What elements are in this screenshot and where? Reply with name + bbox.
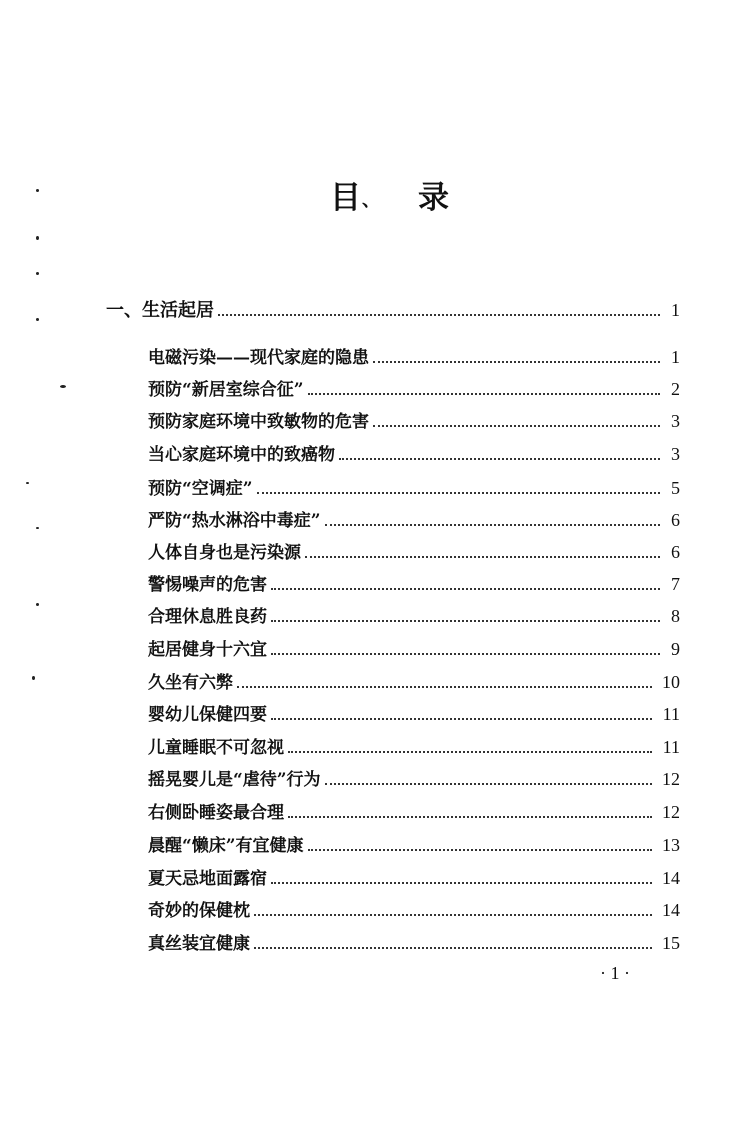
toc-entry[interactable] [148, 798, 680, 828]
dot-leader [373, 361, 660, 363]
dot-leader [237, 686, 652, 688]
entry-label: 严防“热水淋浴中毒症” [148, 511, 321, 531]
entry-label: 起居健身十六宜 [148, 640, 267, 660]
entry-page-number: 11 [662, 704, 680, 724]
toc-entry[interactable] [148, 407, 680, 437]
entry-page-number: 1 [671, 347, 680, 367]
toc-entry[interactable] [148, 864, 680, 894]
entry-page-number: 3 [671, 411, 680, 431]
entry-label: 儿童睡眠不可忽视 [148, 738, 284, 758]
toc-entry[interactable] [148, 506, 680, 536]
entry-label: 久坐有六弊 [148, 673, 233, 693]
entry-page-number: 10 [662, 672, 680, 692]
toc-entry[interactable] [148, 570, 680, 600]
entry-label: 预防家庭环境中致敏物的危害 [148, 412, 369, 432]
entry-page-number: 9 [671, 639, 680, 659]
entry-label: 婴幼儿保健四要 [148, 705, 267, 725]
toc-section-heading[interactable] [106, 296, 680, 326]
dot-leader [218, 314, 660, 316]
entry-page-number: 13 [662, 835, 680, 855]
dot-leader [254, 914, 652, 916]
dot-leader [325, 524, 660, 526]
entry-page-number: 8 [671, 606, 680, 626]
toc-entry[interactable] [148, 538, 680, 568]
toc-entry[interactable] [148, 831, 680, 861]
toc-entry[interactable] [148, 896, 680, 926]
dot-leader [325, 783, 652, 785]
entry-page-number: 14 [662, 900, 680, 920]
section-page-number: 1 [671, 300, 680, 320]
dot-leader [288, 751, 652, 753]
entry-page-number: 6 [671, 510, 680, 530]
entry-label: 预防“空调症” [148, 479, 253, 499]
toc-entry[interactable] [148, 635, 680, 665]
entry-label: 晨醒“懒床”有宜健康 [148, 836, 304, 856]
entry-label: 警惕噪声的危害 [148, 575, 267, 595]
entry-label: 真丝装宜健康 [148, 934, 250, 954]
entry-label: 摇晃婴儿是“虐待”行为 [148, 770, 321, 790]
entry-label: 右侧卧睡姿最合理 [148, 803, 284, 823]
entry-label: 电磁污染——现代家庭的隐患 [148, 348, 369, 368]
entry-page-number: 15 [662, 933, 680, 953]
dot-leader [308, 849, 652, 851]
title-mark: 、 [362, 190, 380, 211]
toc-entry[interactable] [148, 733, 680, 763]
scan-speck [36, 603, 39, 606]
entry-page-number: 2 [671, 379, 680, 399]
dot-leader [271, 882, 652, 884]
toc-entry[interactable] [148, 929, 680, 959]
entry-label: 奇妙的保健枕 [148, 901, 250, 921]
toc-entry[interactable] [148, 668, 680, 698]
entry-page-number: 3 [671, 444, 680, 464]
entry-page-number: 12 [662, 769, 680, 789]
dot-leader [271, 620, 660, 622]
title-char-1: 目 [330, 180, 361, 216]
toc-entry[interactable] [148, 765, 680, 795]
scan-speck [36, 236, 39, 240]
toc-entry[interactable] [148, 700, 680, 730]
dot-leader [305, 556, 660, 558]
dot-leader [271, 653, 660, 655]
toc-entry[interactable] [148, 440, 680, 470]
entry-page-number: 11 [662, 737, 680, 757]
section-label: 一、生活起居 [106, 300, 214, 321]
scan-speck [36, 318, 39, 321]
dot-leader [339, 458, 660, 460]
dot-leader [288, 816, 652, 818]
toc-entry[interactable] [148, 474, 680, 504]
dot-leader [308, 393, 660, 395]
toc-entry[interactable] [148, 343, 680, 373]
entry-page-number: 5 [671, 478, 680, 498]
scan-speck [60, 385, 66, 388]
entry-label: 当心家庭环境中的致癌物 [148, 445, 335, 465]
title-char-2: 录 [418, 180, 449, 216]
scan-speck [26, 482, 29, 484]
entry-label: 预防“新居室综合征” [148, 380, 304, 400]
scan-speck [36, 272, 39, 275]
dot-leader [373, 425, 660, 427]
toc-entry[interactable] [148, 602, 680, 632]
entry-page-number: 14 [662, 868, 680, 888]
entry-page-number: 12 [662, 802, 680, 822]
entry-label: 人体自身也是污染源 [148, 543, 301, 563]
dot-leader [271, 718, 652, 720]
toc-entry[interactable] [148, 375, 680, 405]
dot-leader [254, 947, 652, 949]
entry-page-number: 7 [671, 574, 680, 594]
dot-leader [257, 492, 660, 494]
dot-leader [271, 588, 660, 590]
scan-speck [32, 676, 35, 680]
scan-speck [36, 527, 39, 529]
page-folio: · 1 · [600, 963, 630, 983]
scan-speck [36, 189, 39, 192]
entry-page-number: 6 [671, 542, 680, 562]
entry-label: 合理休息胜良药 [148, 607, 267, 627]
entry-label: 夏天忌地面露宿 [148, 869, 267, 889]
